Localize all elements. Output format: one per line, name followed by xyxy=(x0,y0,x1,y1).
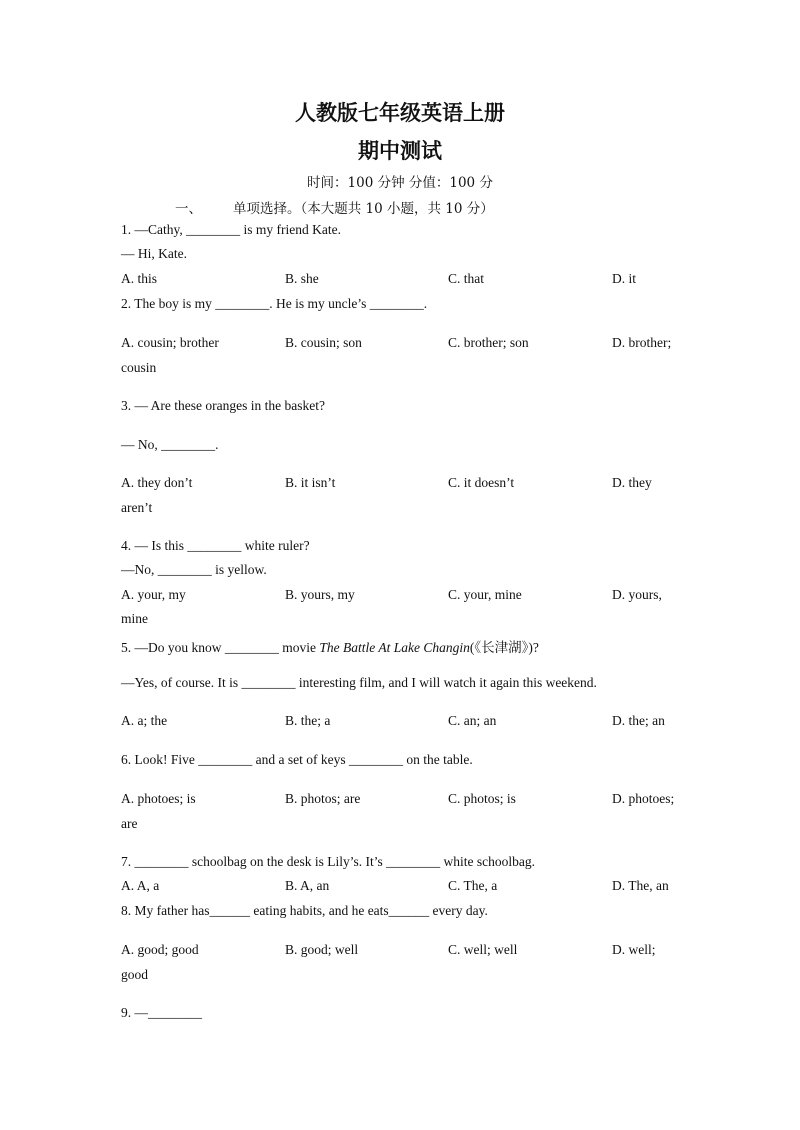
question-2-option-d-cont: cousin xyxy=(121,360,157,375)
question-5-option-b: B. the; a xyxy=(285,713,331,728)
question-2-option-d: D. brother; xyxy=(612,335,672,350)
question-8-stem: 8. My father has______ eating habits, and he eats______ every day. xyxy=(121,903,488,918)
question-3-option-d: D. they xyxy=(612,475,652,490)
question-2-option-a: A. cousin; brother xyxy=(121,335,219,350)
question-5-stem-pre: 5. —Do you know ________ movie xyxy=(121,640,320,655)
question-4-option-a: A. your, my xyxy=(121,587,186,602)
question-6-stem: 6. Look! Five ________ and a set of keys ________ on the table. xyxy=(121,752,473,767)
question-8-option-a: A. good; good xyxy=(121,942,199,957)
movie-title: The Battle At Lake Changin xyxy=(319,640,470,655)
section-number: 一、 xyxy=(175,201,202,217)
question-8-option-d-cont: good xyxy=(121,967,148,982)
question-4-option-b: B. yours, my xyxy=(285,587,355,602)
question-8-option-d: D. well; xyxy=(612,942,656,957)
question-1-stem: 1. —Cathy, ________ is my friend Kate. xyxy=(121,222,341,237)
question-9-stem: 9. —________ xyxy=(121,1005,202,1020)
question-4-option-d: D. yours, xyxy=(612,587,662,602)
page-title: 人教版七年级英语上册 xyxy=(295,100,505,125)
question-3-stem: 3. — Are these oranges in the basket? xyxy=(121,398,325,413)
question-8-option-b: B. good; well xyxy=(285,942,359,957)
question-1-option-d: D. it xyxy=(612,271,637,286)
question-3-option-a: A. they don’t xyxy=(121,475,193,490)
question-4-option-d-cont: mine xyxy=(121,611,148,626)
exam-meta: 时间：100 分钟 分值：100 分 xyxy=(307,175,493,191)
question-2-option-b: B. cousin; son xyxy=(285,335,362,350)
question-3-option-d-cont: aren’t xyxy=(121,500,153,515)
question-6-option-b: B. photos; are xyxy=(285,791,361,806)
question-2-stem: 2. The boy is my ________. He is my uncle’s ________. xyxy=(121,296,428,311)
question-5-response: —Yes, of course. It is ________ interesting film, and I will watch it again this weekend. xyxy=(121,675,597,690)
question-3-response: — No, ________. xyxy=(121,437,219,452)
question-7-stem: 7. ________ schoolbag on the desk is Lily’s. It’s ________ white schoolbag. xyxy=(121,854,535,869)
question-6-option-c: C. photos; is xyxy=(448,791,516,806)
question-7-option-a: A. A, a xyxy=(121,878,160,893)
question-1-option-c: C. that xyxy=(448,271,484,286)
question-5-stem xyxy=(121,636,539,656)
question-4-stem: 4. — Is this ________ white ruler? xyxy=(121,538,310,553)
section-text: 单项选择。（本大题共 10 小题，共 10 分） xyxy=(233,201,494,217)
question-4-option-c: C. your, mine xyxy=(448,587,522,602)
question-7-option-c: C. The, a xyxy=(448,878,498,893)
question-7-option-b: B. A, an xyxy=(285,878,330,893)
question-6-option-d-cont: are xyxy=(121,816,138,831)
question-1-option-a: A. this xyxy=(121,271,158,286)
question-1-option-b: B. she xyxy=(285,271,319,286)
question-6-option-a: A. photoes; is xyxy=(121,791,196,806)
question-5-option-c: C. an; an xyxy=(448,713,497,728)
question-3-option-b: B. it isn’t xyxy=(285,475,336,490)
question-5-option-d: D. the; an xyxy=(612,713,665,728)
question-8-option-c: C. well; well xyxy=(448,942,518,957)
question-2-option-c: C. brother; son xyxy=(448,335,529,350)
section-heading xyxy=(175,197,494,217)
question-6-option-d: D. photoes; xyxy=(612,791,675,806)
question-5-stem-post: (《长津湖》)? xyxy=(469,640,539,655)
page-subtitle: 期中测试 xyxy=(358,138,442,163)
question-3-option-c: C. it doesn’t xyxy=(448,475,515,490)
question-4-response: —No, ________ is yellow. xyxy=(121,562,267,577)
question-7-option-d: D. The, an xyxy=(612,878,669,893)
question-5-option-a: A. a; the xyxy=(121,713,168,728)
question-1-response: — Hi, Kate. xyxy=(121,246,187,261)
